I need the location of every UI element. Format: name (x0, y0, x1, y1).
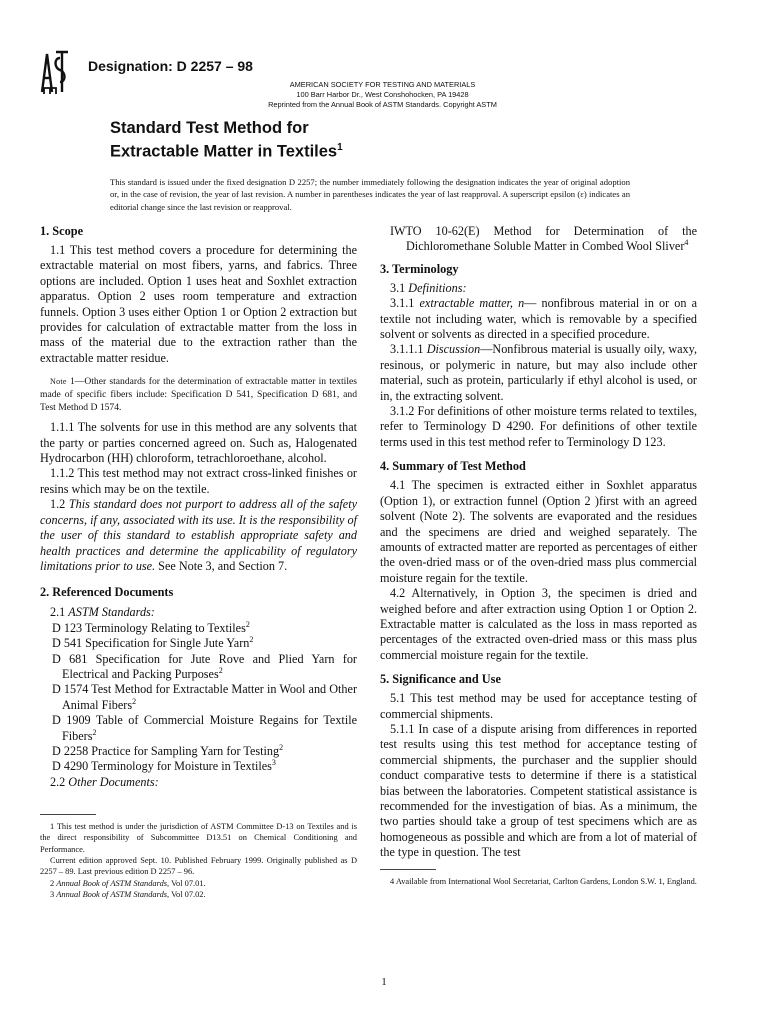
left-column (40, 224, 357, 900)
paragraph-5-1-1: 5.1.1 In case of a dispute arising from differences in reported test results using this test method for acceptance testing of commercial shipments, the purchaser and the supplier should conduct comparative tests to determine if there is a statistical bias between the laboratories. Competent statistical assistance is recommended for the investigation of bias. As a minimum, the two parties should take a group of test specimens which are as homogeneous as possible and which are from a lot of material of the type in question. The test (380, 721, 697, 860)
section-heading-referenced-documents: 2. Referenced Documents (40, 585, 174, 600)
definition-text: — nonfibrous material in or on a textile not including water, which is removable by a specified solvent or solvents as directed in a specified procedure. (380, 296, 698, 342)
safety-statement: This standard does not purport to address all of the safety concerns, if any, associated with its use. It is the responsibility of the user of this standard to establish appropriate safety and health practices and determine the applicability of regulatory limitations prior to use. (40, 497, 357, 573)
paragraph-3-1-1 (380, 296, 697, 342)
footnote-4: 4 Available from International Wool Secretariat, Carlton Gardens, London S.W. 1, England. (390, 876, 697, 886)
paragraph-number: 3.1.1 (390, 296, 420, 311)
reference-text: D 4290 Terminology for Moisture in Textiles (52, 759, 272, 774)
issue-note: This standard is issued under the fixed designation D 2257; the number immediately following the designation indicates the year of original adoption or, in the case of revision, the year of last revision. A number in parentheses indicates the year of last reapproval. A superscript epsilon (ε) indicates an editorial change since the last revision or reapproval. (110, 177, 630, 212)
title-line-2 (110, 138, 343, 162)
title-footnote-mark: 1 (337, 142, 343, 153)
discussion-text: —Nonfibrous material is usually oily, waxy, resinous, or polymeric in nature, but may also include other material, such as protein, particularly if ethyl alcohol is used, or in, the extracting solvent. (380, 342, 697, 403)
paragraph-2-2 (40, 775, 357, 790)
document-title (110, 118, 343, 162)
note-1 (40, 375, 357, 414)
publisher-line: AMERICAN SOCIETY FOR TESTING AND MATERIALS (289, 80, 476, 89)
reference-footnote-mark: 2 (218, 665, 223, 675)
reference-item (42, 621, 357, 636)
publisher-line: 100 Barr Harbor Dr., West Conshohocken, PA 19428 (296, 90, 469, 99)
footnote-rule (380, 869, 436, 870)
reference-text: D 1574 Test Method for Extractable Matter in Wool and Other Animal Fibers (52, 682, 357, 712)
reference-item (42, 759, 357, 774)
reference-footnote-mark: 2 (279, 742, 284, 752)
reference-item (42, 744, 357, 759)
right-column (380, 224, 697, 887)
title-line-1: Standard Test Method for (110, 119, 309, 137)
paragraph-4-1: 4.1 The specimen is extracted either in Soxhlet apparatus (Option 1), or extraction funnel (Option 2 )first with an agreed solvent (Note 2). The solvents are evaporated and the residues and the specimens are dried and weighed separately. The amounts of extracted matter are reported as percentages of either the oven-dried mass or of the oven-dried mass plus commercial moisture regain for the textile. (380, 478, 697, 585)
paragraph-number: 2.2 (50, 774, 69, 789)
reference-item (42, 636, 357, 651)
paragraph-1-2 (40, 497, 357, 574)
footnote-source: Annual Book of ASTM Standards (56, 878, 168, 888)
page-number: 1 (381, 976, 387, 988)
reference-item (42, 652, 357, 683)
footnote-1: 1 This test method is under the jurisdiction of ASTM Committee D-13 on Textiles and is the direct responsibility of Subcommittee D13.51 on Chemical Conditioning and Performance. (40, 822, 357, 854)
footnote-tail: , Vol 07.02. (167, 889, 206, 899)
paragraph-number: 2.1 (50, 605, 69, 620)
footnote-number: 2 (50, 878, 57, 888)
publisher-line: Reprinted from the Annual Book of ASTM Standards. Copyright ASTM (268, 100, 497, 109)
paragraph-number: 1.2 (50, 497, 69, 512)
designation: Designation: D 2257 – 98 (88, 58, 253, 74)
paragraph-number: 3.1.1.1 (390, 342, 427, 357)
section-heading-terminology: 3. Terminology (380, 261, 459, 276)
reference-footnote-mark: 2 (92, 727, 97, 737)
reference-text: D 541 Specification for Single Jute Yarn (52, 636, 250, 651)
paragraph-5-1: 5.1 This test method may be used for acceptance testing of commercial shipments. (380, 691, 697, 721)
paragraph-tail: See Note 3, and Section 7. (155, 558, 288, 573)
discussion-label: Discussion (426, 342, 481, 357)
paragraph-1-1-2: 1.1.2 This test method may not extract cross-linked finishes or resins which may be on the textile. (40, 466, 357, 496)
defined-term: extractable matter, n (419, 296, 525, 311)
paragraph-1-1: 1.1 This test method covers a procedure for determining the extractable material on most fibers, yarns, and fabrics. Three options are included. Option 1 uses heat and Soxhlet extraction apparatus. Option 2 uses room temperature and extraction funnels. Option 3 uses either Option 1 or Option 2 extraction but provides for calculation of extractable matter from the loss in mass of the material due to the extraction rather than the extractable matter residue. (40, 243, 357, 365)
reference-text: D 1909 Table of Commercial Moisture Regains for Textile Fibers (52, 713, 357, 743)
section-heading-significance: 5. Significance and Use (380, 672, 501, 687)
subsection-label: Other Documents: (68, 774, 159, 789)
footnote-2 (40, 878, 357, 889)
paragraph-1-1-1: 1.1.1 The solvents for use in this method are any solvents that the party or parties concerned agreed on. Such as, Halogenated Hydrocarbon (HH) chloroform, tetrachloroethane, alcohol. (40, 420, 357, 466)
reference-item (42, 713, 357, 744)
paragraph-3-1 (380, 281, 697, 296)
reference-item (42, 682, 357, 713)
reference-footnote-mark: 2 (245, 619, 250, 629)
paragraph-number: 3.1 (390, 280, 409, 295)
reference-item-iwto (380, 224, 697, 255)
footnote-1-edition: Current edition approved Sept. 10. Published February 1999. Originally published as D 2257 – 89. Last previous edition D 2257 – 96. (40, 856, 357, 877)
reference-text: D 2258 Practice for Sampling Yarn for Testing (52, 743, 280, 758)
footnote-tail: , Vol 07.01. (167, 878, 206, 888)
footnote-rule (40, 814, 96, 815)
paragraph-3-1-1-1 (380, 342, 697, 404)
reference-text: D 681 Specification for Jute Rove and Plied Yarn for Electrical and Packing Purposes (52, 651, 357, 681)
section-heading-summary: 4. Summary of Test Method (380, 459, 526, 474)
paragraph-4-2: 4.2 Alternatively, in Option 3, the specimen is dried and weighed before and after extraction using Option 1 or Option 2. Extractable matter is calculated as the loss in mass reported as percentages of the extracted oven-dried mass or this mass plus commercial moisture regain for the textile. (380, 586, 697, 662)
footnote-3 (40, 889, 357, 900)
reference-text: IWTO 10-62(E) Method for Determination of the Dichloromethane Soluble Matter in Combed Wool Sliver (390, 224, 697, 254)
reference-footnote-mark: 3 (271, 758, 276, 768)
note-label: Note (50, 377, 67, 387)
title-text: Extractable Matter in Textiles (110, 142, 338, 161)
footnote-source: Annual Book of ASTM Standards (56, 889, 168, 899)
section-heading-scope: 1. Scope (40, 224, 84, 238)
astm-logo (38, 48, 74, 96)
reference-footnote-mark: 4 (684, 238, 689, 248)
paragraph-3-1-2: 3.1.2 For definitions of other moisture terms related to textiles, refer to Terminology D 4290. For definitions of other textile terms used in this test method refer to Terminology D 123. (380, 404, 697, 449)
reference-footnote-mark: 2 (132, 696, 137, 706)
footnote-number: 3 (50, 889, 57, 899)
note-text: 1—Other standards for the determination of extractable matter in textiles made of specific fibers include: Specification D 541, Specification D 681, and Test Method D 1574. (40, 376, 357, 414)
subsection-label: ASTM Standards: (68, 605, 155, 620)
reference-text: D 123 Terminology Relating to Textiles (52, 620, 246, 635)
reference-footnote-mark: 2 (249, 635, 254, 645)
paragraph-2-1 (40, 605, 357, 620)
subsection-label: Definitions: (408, 280, 467, 295)
publisher-block (220, 80, 545, 110)
